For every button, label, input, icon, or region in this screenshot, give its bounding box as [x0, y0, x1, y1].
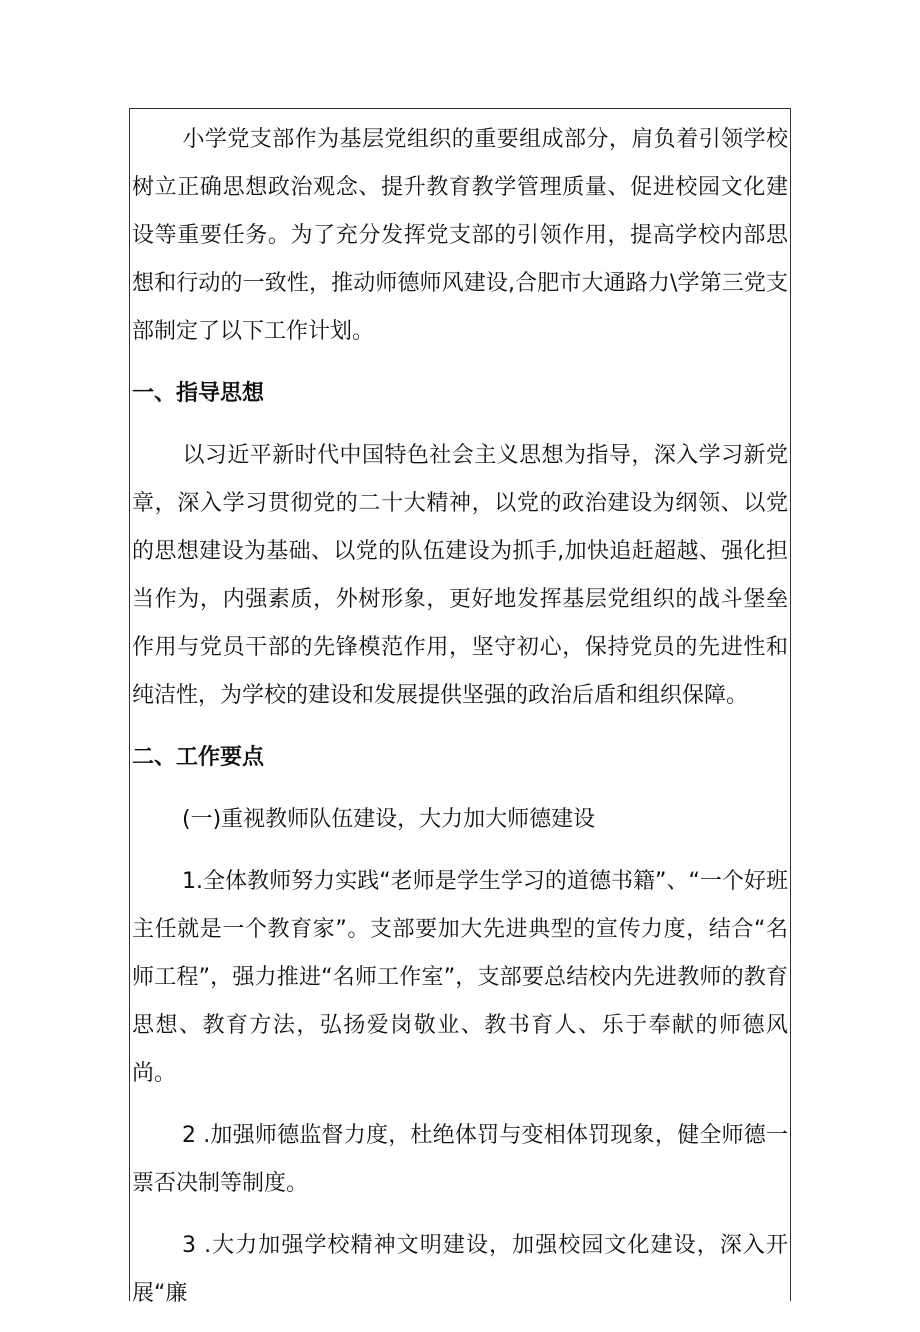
work-item-3 — [132, 1222, 788, 1318]
intro-paragraph — [132, 116, 788, 356]
section-heading-guiding-ideology: 一、指导思想 — [132, 381, 265, 406]
intro-text: 小学党支部作为基层党组织的重要组成部分，肩负着引领学校树立正确思想政治观念、提升教育教学管理质量、促进校园文化建设等重要任务。为了充分发挥党支部的引领作用，提高学校内部思想和行动的一致性，推动师德师风建设,合肥市大通路力\学第三党支部制定了以下工作计划。 — [132, 127, 788, 344]
subsection-heading-teacher-team: (一)重视教师队伍建设，大力加大师德建设 — [182, 807, 596, 832]
guiding-ideology-paragraph — [132, 432, 788, 720]
work-item-1-text: 1.全体教师努力实践“老师是学生学习的道德书籍”、“一个好班主任就是一个教育家”。支部要加大先进典型的宣传力度，结合“名师工程”，强力推进“名师工作室”，支部要总结校内先进教师的教育思想、教育方法，弘扬爱岗敬业、教书育人、乐于奉献的师德风尚。 — [132, 869, 788, 1086]
document-body — [132, 116, 788, 1332]
work-item-3-text: 3 .大力加强学校精神文明建设，加强校园文化建设，深入开展“廉 — [132, 1233, 788, 1306]
work-item-1 — [132, 858, 788, 1098]
work-item-2 — [132, 1112, 788, 1208]
guiding-ideology-text: 以习近平新时代中国特色社会主义思想为指导，深入学习新党章，深入学习贯彻党的二十大精神，以党的政治建设为纲领、以党的思想建设为基础、以党的队伍建设为抓手,加快追赶超越、强化担当作为，内强素质，外树形象，更好地发挥基层党组织的战斗堡垒作用与党员干部的先锋模范作用，坚守初心，保持党员的先进性和纯洁性，为学校的建设和发展提供坚强的政治后盾和组织保障。 — [132, 443, 788, 708]
section-heading-work-points: 二、工作要点 — [132, 745, 265, 770]
work-item-2-text: 2 .加强师德监督力度，杜绝体罚与变相体罚现象，健全师德一票否决制等制度。 — [132, 1123, 788, 1196]
